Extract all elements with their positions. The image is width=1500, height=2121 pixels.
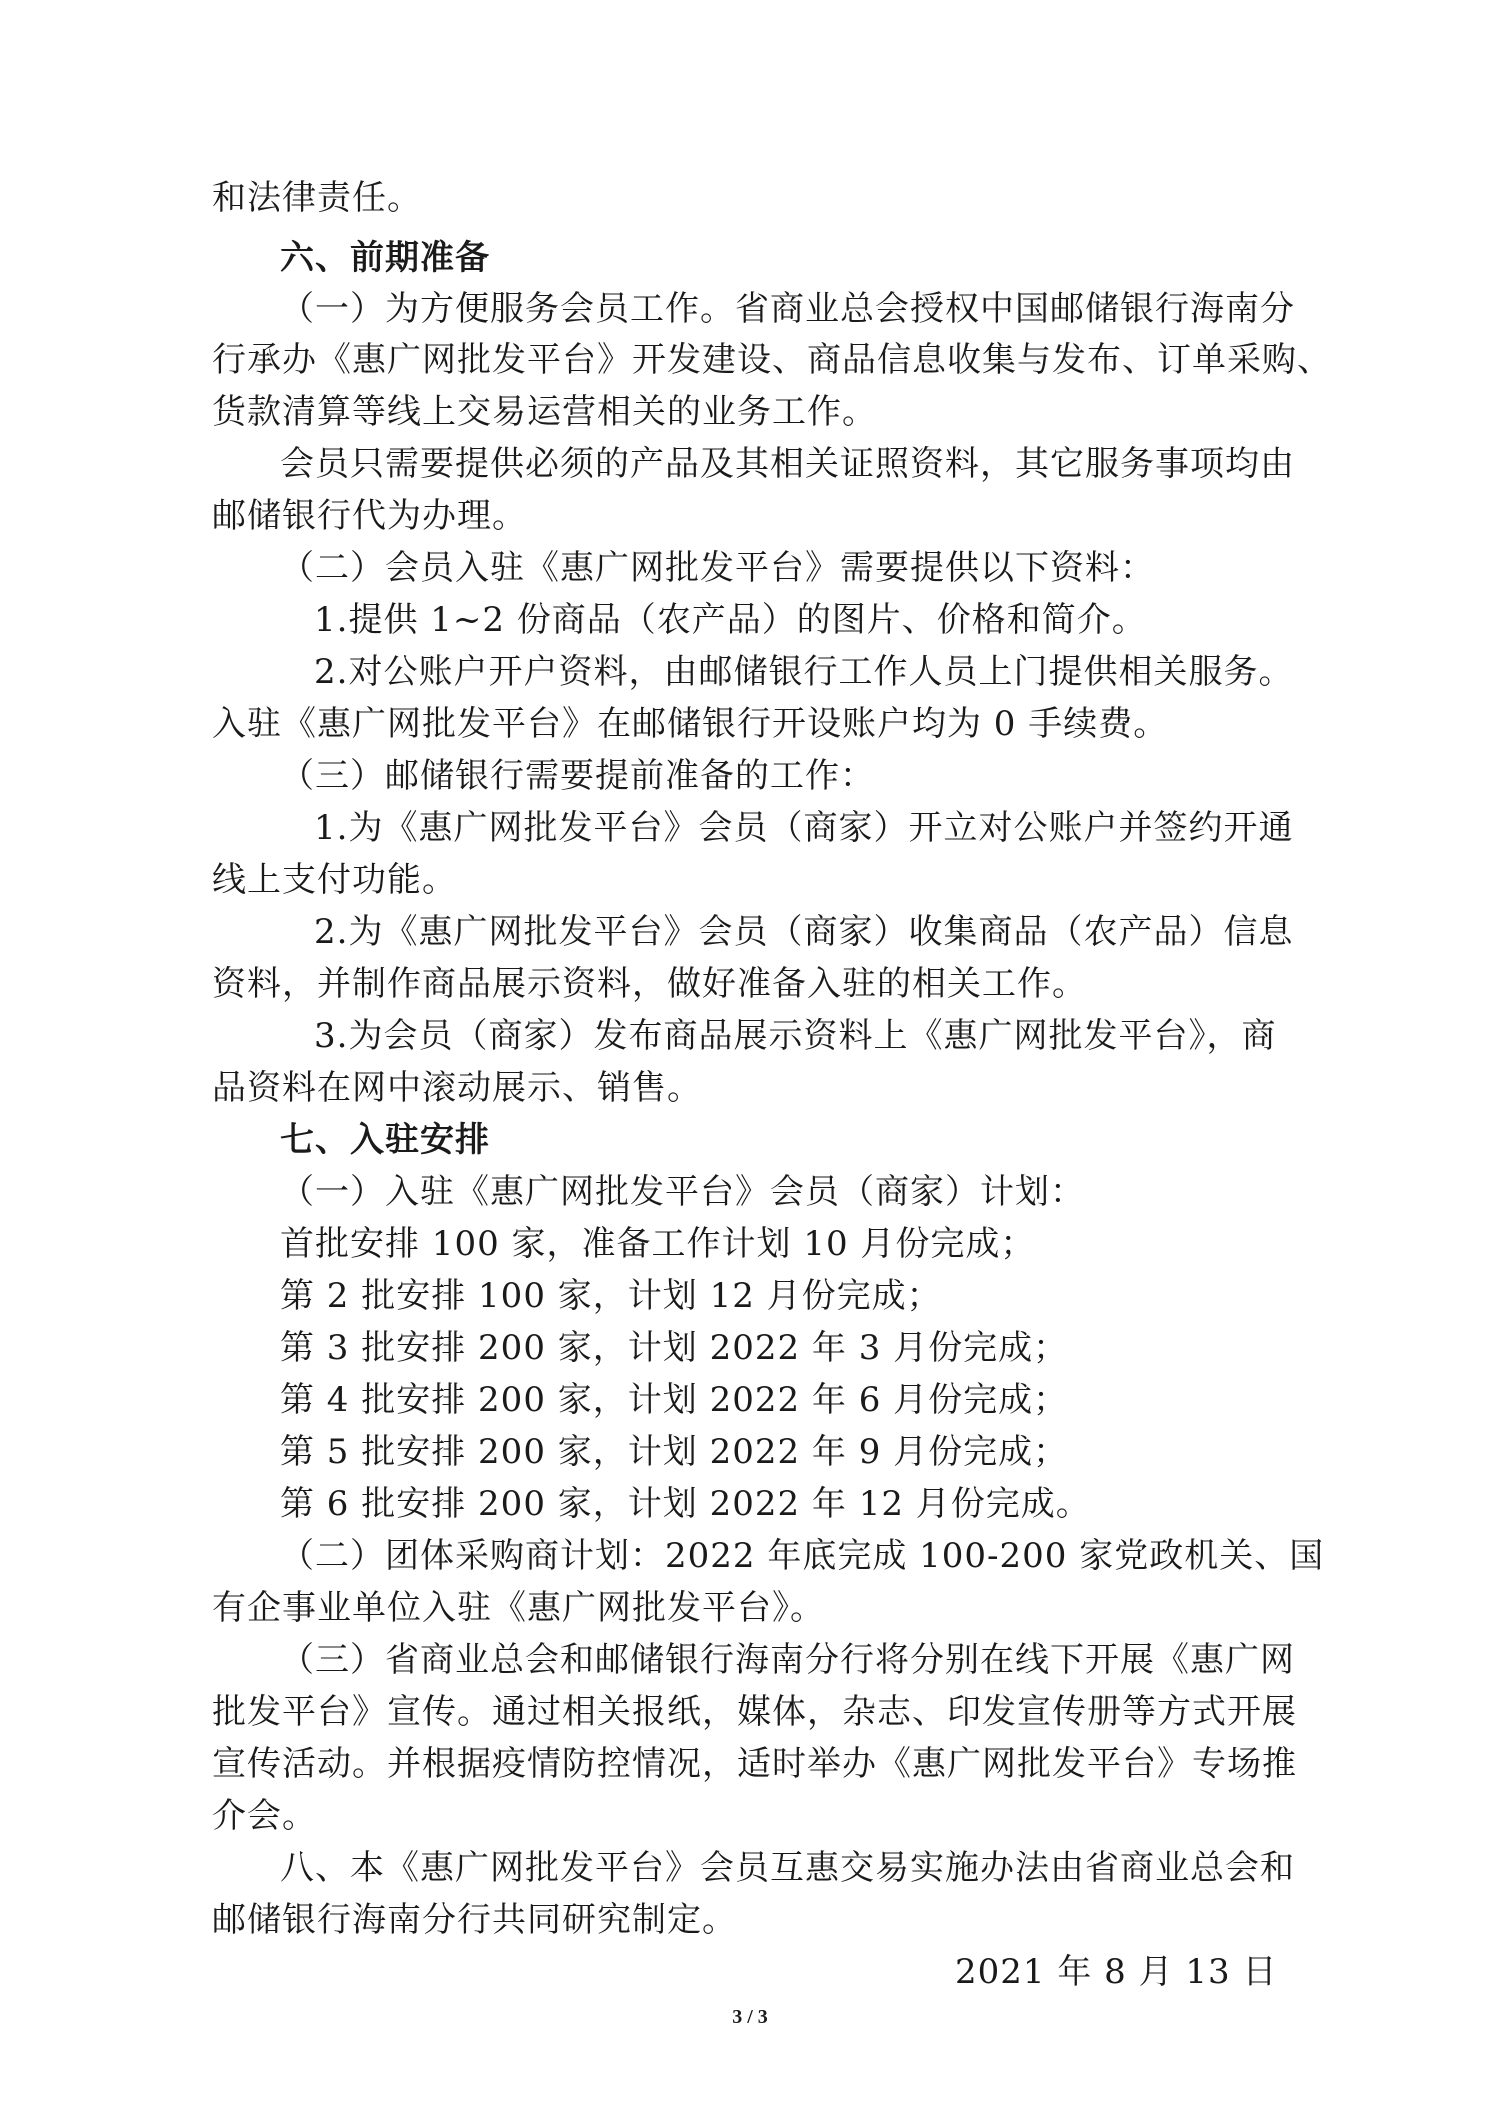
body-line: （二）团体采购商计划：2022 年底完成 100-200 家党政机关、国 <box>280 1536 1325 1576</box>
body-line: 会员只需要提供必须的产品及其相关证照资料，其它服务事项均由 <box>280 444 1295 484</box>
body-line: 邮储银行海南分行共同研究制定。 <box>212 1900 737 1940</box>
body-line: 2.对公账户开户资料，由邮储银行工作人员上门提供相关服务。 <box>314 652 1294 692</box>
body-line: 1.提供 1~2 份商品（农产品）的图片、价格和简介。 <box>314 600 1147 640</box>
section-heading: 六、前期准备 <box>280 238 490 278</box>
body-line: 行承办《惠广网批发平台》开发建设、商品信息收集与发布、订单采购、 <box>212 340 1332 380</box>
body-line: （三）邮储银行需要提前准备的工作： <box>280 756 875 796</box>
signature-date: 2021 年 8 月 13 日 <box>955 1952 1278 1992</box>
body-line: （二）会员入驻《惠广网批发平台》需要提供以下资料： <box>280 548 1155 588</box>
body-line: 品资料在网中滚动展示、销售。 <box>212 1068 702 1108</box>
body-line: 宣传活动。并根据疫情防控情况，适时举办《惠广网批发平台》专场推 <box>212 1744 1297 1784</box>
section-heading: 七、入驻安排 <box>280 1120 490 1160</box>
body-line: 有企事业单位入驻《惠广网批发平台》。 <box>212 1588 825 1628</box>
body-line: 八、本《惠广网批发平台》会员互惠交易实施办法由省商业总会和 <box>280 1848 1295 1888</box>
body-line: 邮储银行代为办理。 <box>212 496 527 536</box>
body-line: （一）入驻《惠广网批发平台》会员（商家）计划： <box>280 1172 1085 1212</box>
body-line: 1.为《惠广网批发平台》会员（商家）开立对公账户并签约开通 <box>314 808 1294 848</box>
body-line: 2.为《惠广网批发平台》会员（商家）收集商品（农产品）信息 <box>314 912 1294 952</box>
body-line: 第 3 批安排 200 家，计划 2022 年 3 月份完成； <box>280 1328 1069 1368</box>
body-line: 和法律责任。 <box>212 178 422 218</box>
body-line: 入驻《惠广网批发平台》在邮储银行开设账户均为 0 手续费。 <box>212 704 1169 744</box>
body-line: 第 4 批安排 200 家，计划 2022 年 6 月份完成； <box>280 1380 1069 1420</box>
body-line: 资料，并制作商品展示资料，做好准备入驻的相关工作。 <box>212 964 1087 1004</box>
body-line: （一）为方便服务会员工作。省商业总会授权中国邮储银行海南分 <box>280 289 1295 329</box>
body-line: 线上支付功能。 <box>212 860 457 900</box>
body-line: 首批安排 100 家，准备工作计划 10 月份完成； <box>280 1224 1036 1264</box>
body-line: 第 6 批安排 200 家，计划 2022 年 12 月份完成。 <box>280 1484 1091 1524</box>
body-line: （三）省商业总会和邮储银行海南分行将分别在线下开展《惠广网 <box>280 1640 1295 1680</box>
body-line: 第 5 批安排 200 家，计划 2022 年 9 月份完成； <box>280 1432 1069 1472</box>
body-line: 第 2 批安排 100 家，计划 12 月份完成； <box>280 1276 942 1316</box>
body-line: 介会。 <box>212 1796 317 1836</box>
page-number: 3 / 3 <box>732 2006 768 2028</box>
body-line: 批发平台》宣传。通过相关报纸，媒体，杂志、印发宣传册等方式开展 <box>212 1692 1297 1732</box>
body-line: 3.为会员（商家）发布商品展示资料上《惠广网批发平台》，商 <box>314 1016 1277 1056</box>
body-line: 货款清算等线上交易运营相关的业务工作。 <box>212 392 877 432</box>
